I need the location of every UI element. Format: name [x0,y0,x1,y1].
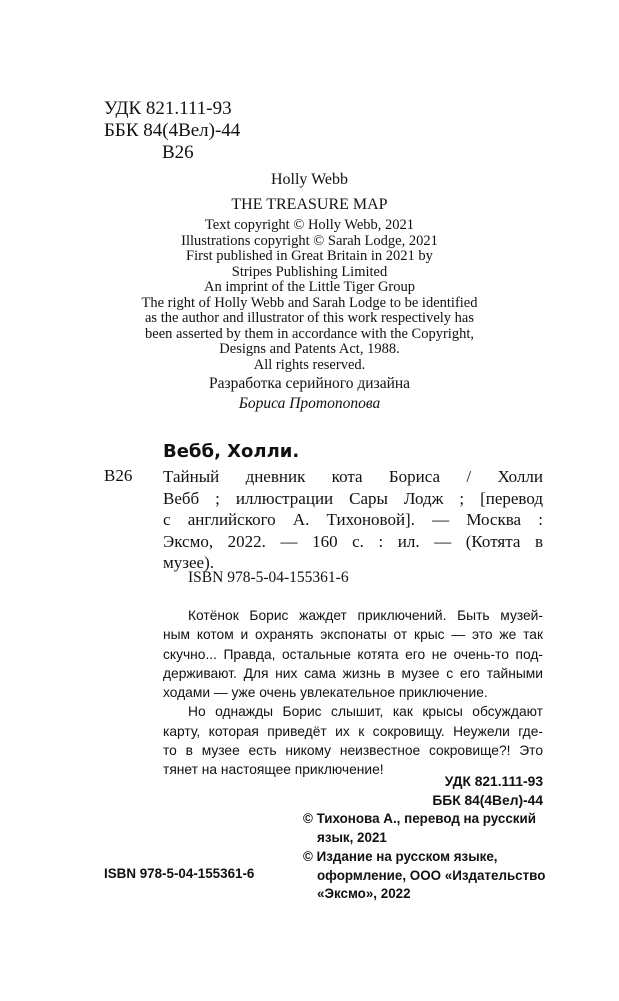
design-credit-name: Бориса Протопопова [238,395,381,412]
rights-line: The right of Holly Webb and Sarah Lodge to be identified [141,294,478,311]
copyright-edition [303,848,545,904]
annotation-line: карту, которая приведёт их к сокровищу. Неужели где- [163,723,543,739]
annotation-line: ходами — уже очень увлекательное приключение. [163,685,488,701]
catalog-description-line: Эксмо, 2022. — 160 с. : ил. — (Котята в [163,531,543,551]
catalog-description-line: Тайный дневник кота Бориса / Холли [163,467,543,486]
catalog-isbn: ISBN 978-5-04-155361-6 [188,569,349,586]
copyright-translation-line: язык, 2021 [317,829,387,845]
rights-line: An imprint of the Little Tiger Group [203,279,416,295]
catalog-description-line: музее). [163,553,214,572]
annotation-line: тянет на настоящее приключение! [163,762,384,778]
original-author: Holly Webb [270,171,349,188]
rights-block [0,218,619,373]
bbk-code: ББК 84(4Вел)-44 [104,120,241,141]
rights-line: Designs and Patents Act, 1988. [219,341,400,357]
author-sign-code: В26 [162,142,194,163]
copyright-edition-line: оформление, ООО «Издательство [317,867,546,883]
top-classification-block [104,98,240,164]
rights-line: All rights reserved. [253,356,366,373]
footer-classification-block [363,772,543,810]
catalog-description [163,466,543,574]
udk-code: УДК 821.111-93 [104,98,232,119]
catalog-code: В26 [104,466,133,485]
rights-line: been asserted by them in accordance with the Copyright, [145,325,474,342]
copyright-translation-line: © Тихонова А., перевод на русский [303,811,536,826]
annotation-line: ным котом и охранять экспонаты от крыс — это же так [163,627,543,643]
copyright-translation [303,810,536,847]
copyright-edition-line: © Издание на русском языке, [303,849,498,864]
catalog-description-line: Вебб ; иллюстрации Сары Лодж ; [перевод [163,488,543,508]
design-credit-label: Разработка серийного дизайна [208,375,411,392]
book-annotation [163,606,543,780]
catalog-author-heading: Вебб, Холли. [163,441,300,462]
footer-udk-code: УДК 821.111-93 [444,774,543,789]
footer-isbn: ISBN 978-5-04-155361-6 [104,866,255,881]
copyright-edition-line: «Эксмо», 2022 [317,886,411,901]
footer-bbk-code: ББК 84(4Вел)-44 [432,793,543,808]
catalog-description-line: с английского А. Тихоновой]. — Москва : [163,510,543,529]
rights-line: First published in Great Britain in 2021 by [186,248,433,264]
annotation-line: Но однажды Борис слышит, как крысы обсуждают [188,704,543,720]
rights-line: Stripes Publishing Limited [231,263,388,280]
annotation-line: держивают. Для них сама жизнь в музее с его тайными [163,665,543,681]
annotation-line: Котёнок Борис жаждет приключений. Быть музей- [188,608,543,623]
rights-line: Illustrations copyright © Sarah Lodge, 2021 [181,232,438,249]
original-title: THE TREASURE MAP [231,196,388,213]
annotation-line: то в музее есть никому неизвестное сокровище?! Это [163,743,543,759]
rights-line: as the author and illustrator of this work respectively has [145,310,474,326]
annotation-line: скучно... Правда, остальные котята его не очень-то под- [163,646,543,662]
rights-line: Text copyright © Holly Webb, 2021 [204,217,415,233]
